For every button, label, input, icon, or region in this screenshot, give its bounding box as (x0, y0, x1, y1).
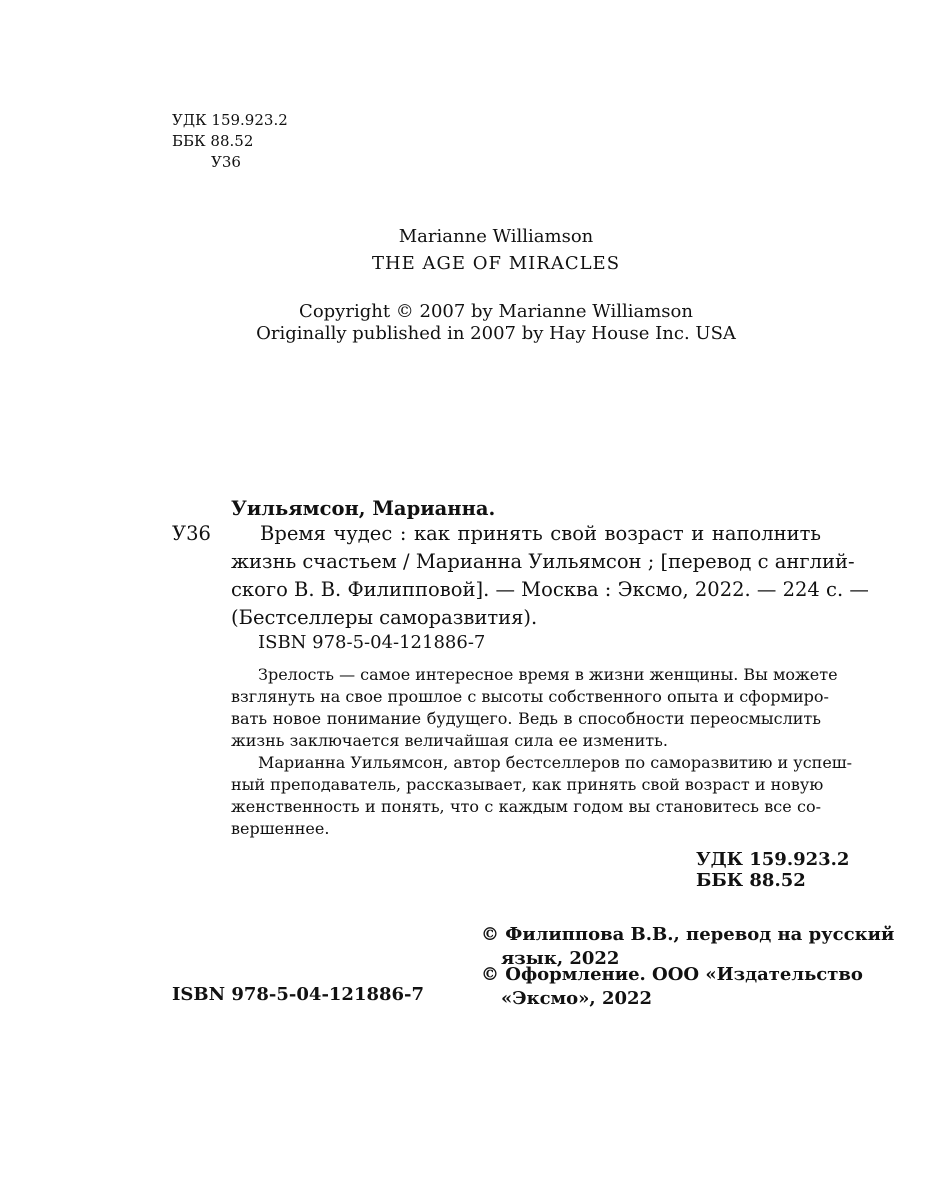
copyright-line: «Эксмо», 2022 (501, 988, 653, 1009)
original-publication: Originally published in 2007 by Hay House Inc. USA (256, 323, 736, 344)
copyright-line: © Филиппова В.В., перевод на русский (481, 924, 895, 945)
author-mark-top: У36 (211, 153, 241, 171)
catalog-description-line: жизнь счастьем / Марианна Уильямсон ; [перевод с англий- (231, 550, 855, 573)
annotation-paragraph-2 (231, 752, 853, 840)
catalog-description-line: ского В. В. Филипповой]. — Москва : Эксмо, 2022. — 224 с. — (231, 578, 869, 601)
annotation-paragraph-1 (231, 664, 838, 752)
annotation-line: Марианна Уильямсон, автор бестселлеров по саморазвитию и успеш- (258, 753, 853, 772)
copyright-line: © Оформление. ООО «Издательство (481, 964, 863, 985)
udk-code-bottom: УДК 159.923.2 (696, 849, 850, 870)
original-copyright: Copyright © 2007 by Marianne Williamson (299, 301, 693, 322)
annotation-line: Зрелость — самое интересное время в жизни женщины. Вы можете (258, 665, 838, 684)
annotation-line: вершеннее. (231, 819, 330, 838)
catalog-heading: Уильямсон, Марианна. (231, 497, 496, 520)
catalog-description-line: (Бестселлеры саморазвития). (231, 606, 538, 629)
original-title: THE AGE OF MIRACLES (371, 253, 621, 274)
annotation-line: женственность и понять, что с каждым годом вы становитесь все со- (231, 797, 821, 816)
bbk-code-top: ББК 88.52 (172, 132, 254, 150)
catalog-mark: У36 (172, 522, 211, 545)
catalog-description (231, 520, 869, 632)
original-author: Marianne Williamson (398, 226, 594, 247)
catalog-description-line: Время чудес : как принять свой возраст и наполнить (260, 522, 821, 545)
annotation-line: вать новое понимание будущего. Ведь в способности переосмыслить (231, 709, 821, 728)
bbk-code-bottom: ББК 88.52 (696, 870, 806, 891)
catalog-isbn: ISBN 978-5-04-121886-7 (258, 632, 486, 653)
annotation-line: ный преподаватель, рассказывает, как принять свой возраст и новую (231, 775, 824, 794)
annotation-line: взглянуть на свое прошлое с высоты собственного опыта и сформиро- (231, 687, 829, 706)
design-copyright (481, 963, 863, 1011)
copyright-line: язык, 2022 (501, 948, 620, 969)
udk-code-top: УДК 159.923.2 (172, 111, 288, 129)
footer-isbn: ISBN 978-5-04-121886-7 (172, 984, 425, 1005)
annotation-line: жизнь заключается величайшая сила ее изменить. (231, 731, 668, 750)
